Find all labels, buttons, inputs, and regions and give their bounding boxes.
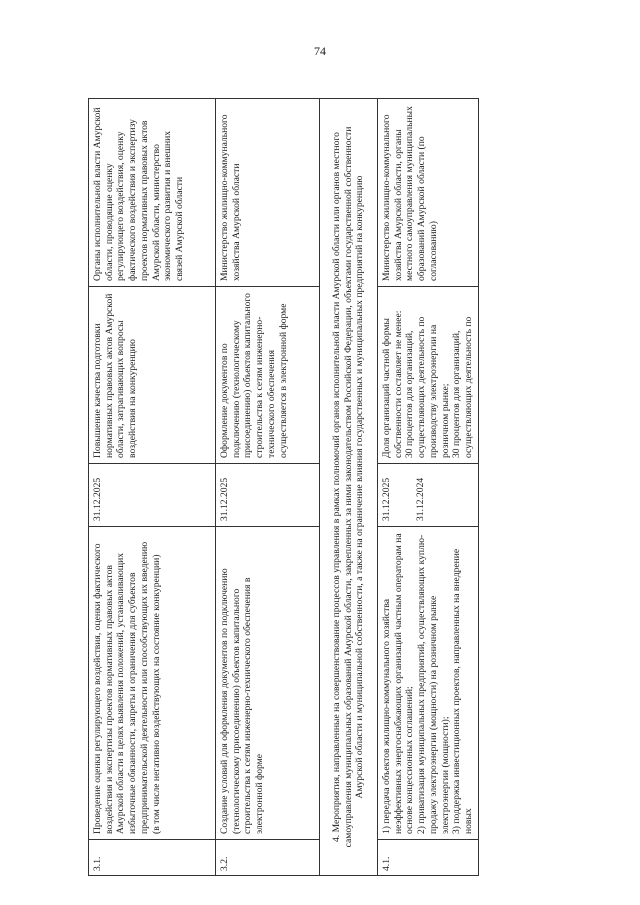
deadline-cell: 31.12.2025 <box>89 464 216 527</box>
table-row <box>89 99 216 876</box>
table-row <box>378 99 479 876</box>
responsible-cell: Министерство жилищно-коммунального хозяйства Амурской области <box>216 99 320 287</box>
row-number: 4.1. <box>378 840 479 876</box>
deadline-cell: 31.12.2025 <box>216 464 320 527</box>
measures-table <box>88 98 479 876</box>
row-number: 3.1. <box>89 840 216 876</box>
section-4-heading: 4. Мероприятия, направленные на совершенствование процессов управления в рамках полномочий органов исполнительной власти Амурской области или органов местного самоуправления муниципальных образований Амурской области, закрепленных за ними законодательством Российской Федерации, объектами государственной собственности Амурской области и муниципальной собственности, а также на ограничение влияния государственных и муниципальных предприятий на конкуренцию <box>320 99 378 876</box>
action-line: 1) передача объектов жилищно-коммунального хозяйства неэффективных энергоснабжающих организаций частным операторам на основе концессионных соглашений; <box>381 533 416 834</box>
deadline-cell <box>378 464 479 527</box>
action-cell: Проведение оценки регулирующего воздействия, оценки фактического воздействия и экспертизы проектов нормативных правовых актов Амурской области в целях выявления положений, устанавливающих избыточные обязанности, запреты и ограничения для субъектов предпринимательской деятельности или способствующих их введению (в том числе негативно воздействующих на состояние конкуренции) <box>89 527 216 840</box>
result-line: 30 процентов для организаций, осуществляющих деятельность по <box>451 316 474 458</box>
result-line: Доля организаций частной формы собственности составляет не менее: <box>381 310 404 458</box>
action-line: 2) приватизация муниципальных предприятий, осуществляющих куплю-продажу электроэнергии (мощности) на розничном рынке электроэнергии (мощности); <box>416 534 451 834</box>
action-cell: Создание условий для оформления документов по подключению (технологическому присоединению) объектов капитального строительства к сетям инженерно-технического обеспечения в электронной форме <box>216 527 320 840</box>
action-line: 3) поддержка инвестиционных проектов, направленных на внедрение новых <box>451 548 474 834</box>
result-cell <box>378 287 479 464</box>
result-cell: Оформление документов по подключению (технологическому присоединению) объектов капитального строительства к сетям инженерно-технического обеспечения осуществляется в электронной форме <box>216 287 320 464</box>
rotated-table-container <box>88 99 474 876</box>
table-row <box>216 99 320 876</box>
deadline-date: 31.12.2025 <box>381 477 392 521</box>
result-line: 30 процентов для организаций, осуществляющих деятельность по производству электроэнергии на розничном рынке; <box>404 316 451 458</box>
section-heading-row <box>320 99 378 876</box>
responsible-cell: Органы исполнительной власти Амурской области, проводящие оценку регулирующего воздействия, оценку фактического воздействия и экспертизу проектов нормативных правовых актов Амурской области, министерство экономического развития и внешних связей Амурской области <box>89 99 216 287</box>
action-cell <box>378 527 479 840</box>
deadline-date: 31.12.2024 <box>414 477 426 521</box>
row-number: 3.2. <box>216 840 320 876</box>
page-number: 74 <box>314 44 326 58</box>
responsible-cell: Министерство жилищно-коммунального хозяйства Амурской области, органы местного самоуправления муниципальных образований Амурской области (по согласованию) <box>378 99 479 287</box>
result-cell: Повышение качества подготовки нормативных правовых актов Амурской области, затрагивающих вопросы воздействия на конкуренцию <box>89 287 216 464</box>
